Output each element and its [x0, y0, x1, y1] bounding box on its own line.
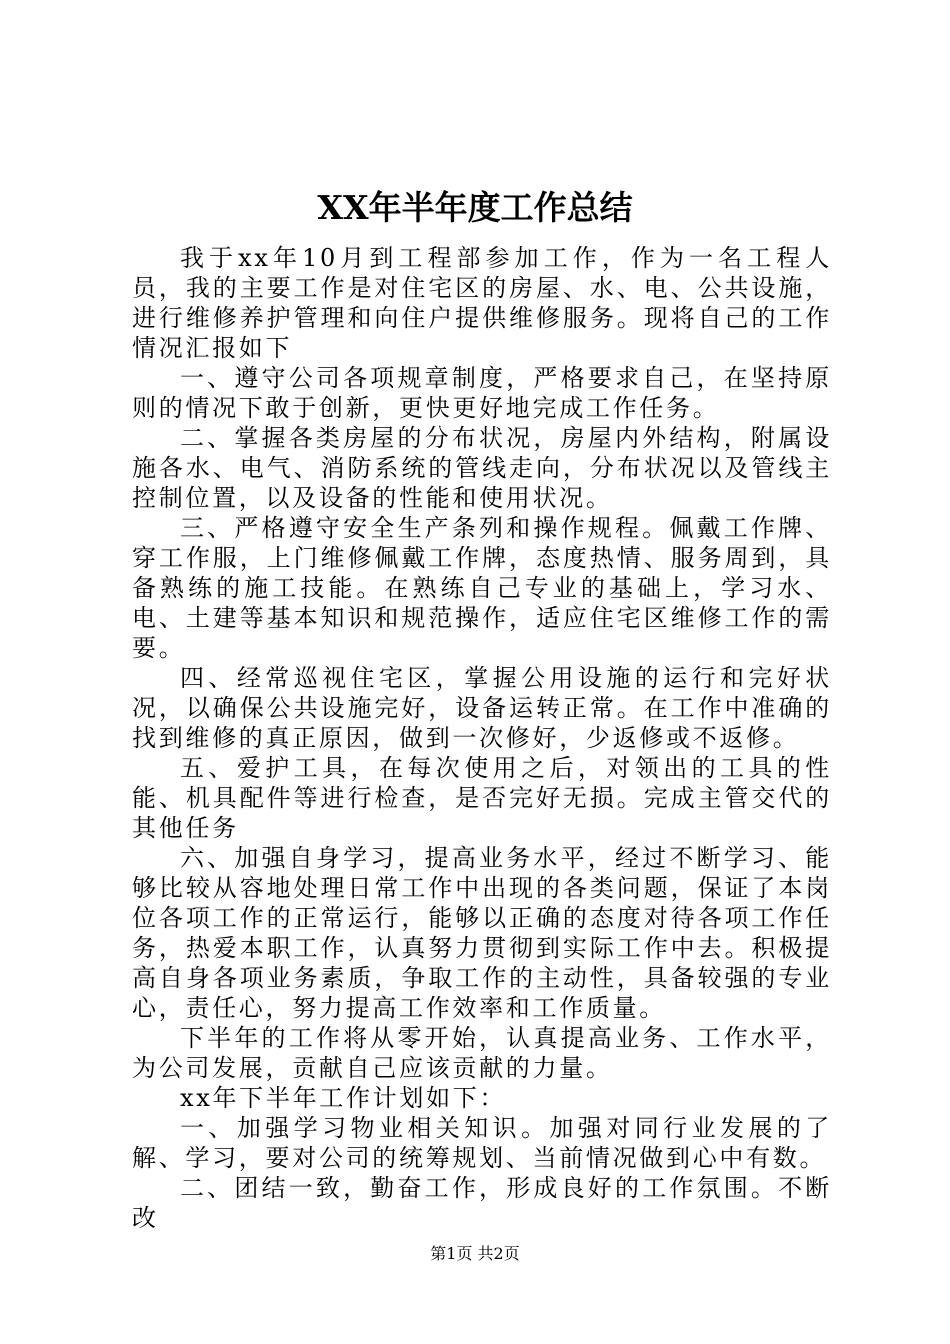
document-title: XX年半年度工作总结	[317, 188, 633, 227]
paragraph-item-5: 五、爱护工具，在每次使用之后，对领出的工具的性能、机具配件等进行检查，是否完好无损。完成主管交代的其他任务	[132, 754, 832, 842]
document-body	[132, 243, 832, 1233]
paragraph-second-half: 下半年的工作将从零开始，认真提高业务、工作水平，为公司发展，贡献自己应该贡献的力量。	[132, 1024, 832, 1082]
paragraph-item-4: 四、经常巡视住宅区，掌握公用设施的运行和完好状况，以确保公共设施完好，设备运转正常。在工作中准确的找到维修的真正原因，做到一次修好，少返修或不返修。	[132, 664, 832, 752]
paragraph-intro: 我于xx年10月到工程部参加工作，作为一名工程人员，我的主要工作是对住宅区的房屋、水、电、公共设施，进行维修养护管理和向住户提供维修服务。现将自己的工作情况汇报如下	[132, 244, 832, 362]
paragraph-item-6: 六、加强自身学习，提高业务水平，经过不断学习、能够比较从容地处理日常工作中出现的各类问题，保证了本岗位各项工作的正常运行，能够以正确的态度对待各项工作任务，热爱本职工作，认真努力贯彻到实际工作中去。积极提高自身各项业务素质，争取工作的主动性，具备较强的专业心，责任心，努力提高工作效率和工作质量。	[132, 844, 832, 1022]
paragraph-item-1: 一、遵守公司各项规章制度，严格要求自己，在坚持原则的情况下敢于创新，更快更好地完成工作任务。	[132, 364, 832, 422]
paragraph-plan-heading: xx年下半年工作计划如下：	[180, 1084, 507, 1112]
paragraph-plan-2: 二、团结一致，勤奋工作，形成良好的工作氛围。不断改	[132, 1174, 832, 1232]
paragraph-item-3: 三、严格遵守安全生产条列和操作规程。佩戴工作牌、穿工作服，上门维修佩戴工作牌，态度热情、服务周到，具备熟练的施工技能。在熟练自己专业的基础上，学习水、电、土建等基本知识和规范操作，适应住宅区维修工作的需要。	[132, 514, 832, 662]
page-number-footer: 第1页 共2页	[430, 1244, 520, 1263]
paragraph-item-2: 二、掌握各类房屋的分布状况，房屋内外结构，附属设施各水、电气、消防系统的管线走向，分布状况以及管线主控制位置，以及设备的性能和使用状况。	[132, 424, 832, 512]
paragraph-plan-1: 一、加强学习物业相关知识。加强对同行业发展的了解、学习，要对公司的统筹规划、当前情况做到心中有数。	[132, 1114, 832, 1172]
